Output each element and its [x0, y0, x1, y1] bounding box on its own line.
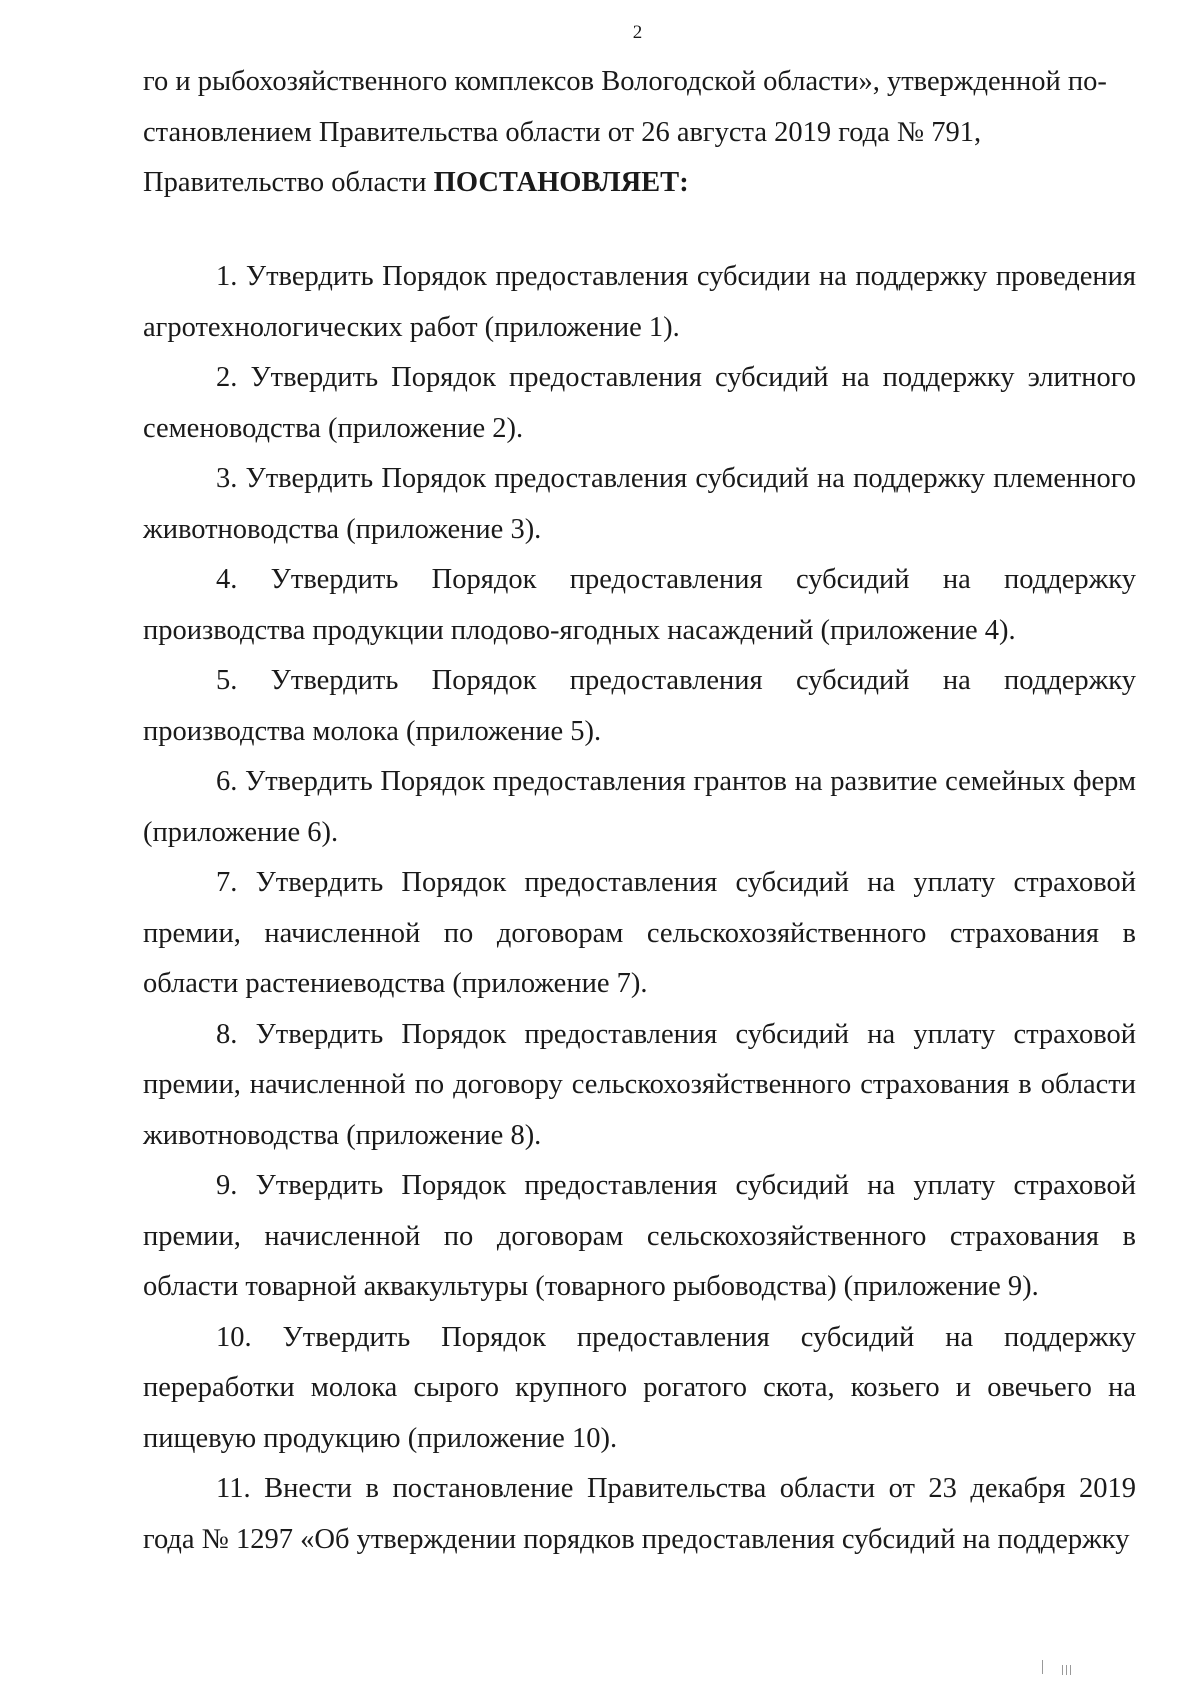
intro-paragraph	[143, 57, 1136, 209]
resolution-item-5: 5. Утвердить Порядок предоставления субсидий на поддержку производства молока (приложение 5).	[143, 665, 1136, 747]
scan-artifact	[1042, 1660, 1043, 1674]
resolution-item-1: 1. Утвердить Порядок предоставления субсидии на поддержку проведения агротехнологических работ (приложение 1).	[143, 261, 1136, 343]
resolves-heading: ПОСТАНОВЛЯЕТ:	[433, 167, 689, 198]
resolution-item-8: 8. Утвердить Порядок предоставления субсидий на уплату страховой премии, начисленной по договору сельскохозяйственного страхования в области животноводства (приложение 8).	[143, 1018, 1136, 1151]
resolution-item-4: 4. Утвердить Порядок предоставления субсидий на поддержку производства продукции плодово-ягодных насаждений (приложение 4).	[143, 564, 1136, 646]
intro-line-1: го и рыбохозяйственного комплексов Вологодской области», утвержденной по-	[143, 66, 1107, 97]
resolution-items	[143, 252, 1136, 1565]
resolution-item-2: 2. Утвердить Порядок предоставления субсидий на поддержку элитного семеноводства (приложение 2).	[143, 362, 1136, 444]
resolution-item-6: 6. Утвердить Порядок предоставления грантов на развитие семейных ферм (приложение 6).	[143, 766, 1136, 848]
intro-line-3-prefix: Правительство области	[143, 167, 434, 198]
resolution-item-11: 11. Внести в постановление Правительства области от 23 декабря 2019 года № 1297 «Об утверждении порядков предоставления субсидий на поддержку	[143, 1473, 1136, 1555]
intro-line-3	[143, 158, 1136, 209]
scan-artifact	[1070, 1665, 1071, 1675]
scan-artifact	[1066, 1665, 1067, 1675]
resolution-item-10: 10. Утвердить Порядок предоставления субсидий на поддержку переработки молока сырого крупного рогатого скота, козьего и овечьего на пищевую продукцию (приложение 10).	[143, 1321, 1136, 1454]
page-number: 2	[632, 22, 643, 43]
resolution-item-7: 7. Утвердить Порядок предоставления субсидий на уплату страховой премии, начисленной по договорам сельскохозяйственного страхования в области растениеводства (приложение 7).	[143, 867, 1136, 999]
intro-line-2: становлением Правительства области от 26 августа 2019 года № 791,	[143, 116, 982, 148]
resolution-item-9: 9. Утвердить Порядок предоставления субсидий на уплату страховой премии, начисленной по договорам сельскохозяйственного страхования в области товарной аквакультуры (товарного рыбоводства) (приложение 9).	[143, 1170, 1136, 1302]
resolution-item-3: 3. Утвердить Порядок предоставления субсидий на поддержку племенного животноводства (приложение 3).	[143, 463, 1136, 545]
scan-artifact	[1062, 1665, 1063, 1675]
